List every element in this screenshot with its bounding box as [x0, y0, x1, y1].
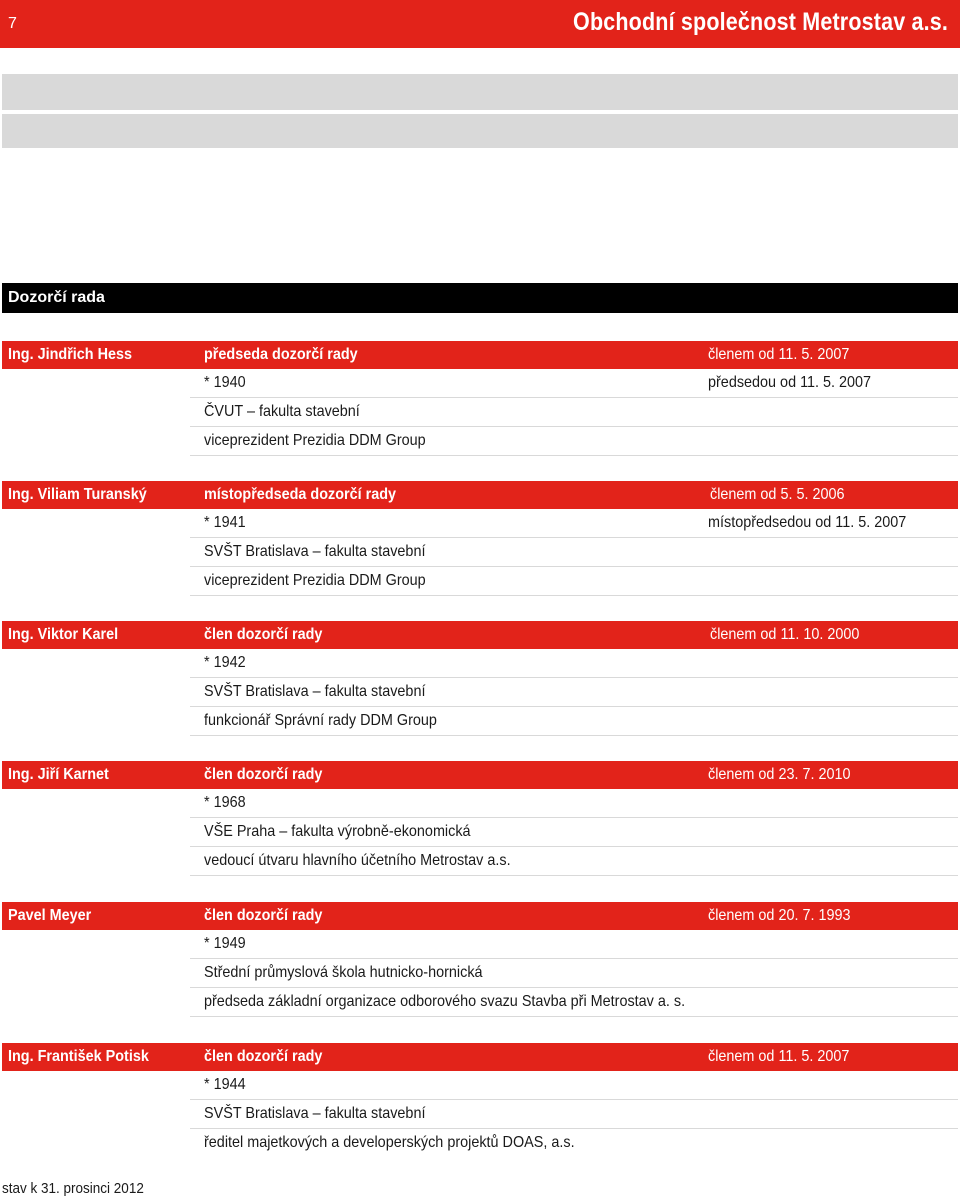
member-block [2, 621, 958, 736]
member-name: Ing. Jiří Karnet [8, 766, 109, 783]
member-born: * 1940 [204, 374, 246, 391]
member-education-row [190, 678, 958, 707]
member-position: předseda základní organizace odborového svazu Stavba při Metrostav a. s. [204, 993, 686, 1010]
member-born-row [190, 509, 958, 538]
member-position-row [190, 1129, 958, 1157]
member-education: ČVUT – fakulta stavební [204, 403, 360, 420]
member-block [2, 902, 958, 1017]
member-born: * 1942 [204, 654, 246, 671]
member-education: SVŠT Bratislava – fakulta stavební [204, 543, 426, 560]
member-since: členem od 11. 5. 2007 [708, 1048, 850, 1065]
member-born-row [190, 789, 958, 818]
member-position: vedoucí útvaru hlavního účetního Metrostav a.s. [204, 852, 511, 869]
member-born: * 1949 [204, 935, 246, 952]
member-header [2, 481, 958, 509]
member-position-row [190, 707, 958, 736]
company-title: Obchodní společnost Metrostav a.s. [572, 8, 948, 36]
member-header [2, 341, 958, 369]
gray-band-top [2, 74, 958, 110]
member-role: člen dozorčí rady [204, 907, 323, 924]
member-name: Ing. Viktor Karel [8, 626, 119, 643]
member-born-row [190, 930, 958, 959]
member-role: člen dozorčí rady [204, 766, 323, 783]
member-header [2, 1043, 958, 1071]
member-name: Pavel Meyer [8, 907, 92, 924]
member-education-row [190, 398, 958, 427]
member-position-row [190, 988, 958, 1017]
member-position-row [190, 847, 958, 876]
member-since: členem od 23. 7. 2010 [708, 766, 851, 783]
page-header [0, 0, 960, 48]
member-position: funkcionář Správní rady DDM Group [204, 712, 437, 729]
member-header [2, 761, 958, 789]
member-position: viceprezident Prezidia DDM Group [204, 432, 426, 449]
member-since: členem od 5. 5. 2006 [710, 486, 845, 503]
member-education-row [190, 538, 958, 567]
member-role: předseda dozorčí rady [204, 346, 358, 363]
member-born-row [190, 649, 958, 678]
member-position-row [190, 567, 958, 596]
member-education: SVŠT Bratislava – fakulta stavební [204, 683, 426, 700]
member-education: SVŠT Bratislava – fakulta stavební [204, 1105, 426, 1122]
member-block [2, 761, 958, 876]
member-education-row [190, 959, 958, 988]
member-born: * 1941 [204, 514, 246, 531]
section-title: Dozorčí rada [2, 283, 958, 313]
member-role: člen dozorčí rady [204, 626, 323, 643]
member-header [2, 902, 958, 930]
member-since: členem od 11. 5. 2007 [708, 346, 850, 363]
member-extra: místopředsedou od 11. 5. 2007 [708, 514, 907, 531]
member-name: Ing. Jindřich Hess [8, 346, 133, 363]
member-name: Ing. František Potisk [8, 1048, 149, 1065]
member-role: člen dozorčí rady [204, 1048, 323, 1065]
member-name: Ing. Viliam Turanský [8, 486, 147, 503]
member-block [2, 341, 958, 456]
member-position-row [190, 427, 958, 456]
member-since: členem od 20. 7. 1993 [708, 907, 851, 924]
member-since: členem od 11. 10. 2000 [710, 626, 860, 643]
member-role: místopředseda dozorčí rady [204, 486, 397, 503]
member-header [2, 621, 958, 649]
member-born-row [190, 1071, 958, 1100]
member-block [2, 1043, 958, 1157]
member-extra: předsedou od 11. 5. 2007 [708, 374, 872, 391]
member-born: * 1944 [204, 1076, 246, 1093]
member-education: VŠE Praha – fakulta výrobně-ekonomická [204, 823, 471, 840]
member-born: * 1968 [204, 794, 246, 811]
member-education-row [190, 818, 958, 847]
member-born-row [190, 369, 958, 398]
member-education-row [190, 1100, 958, 1129]
footer-note: stav k 31. prosinci 2012 [2, 1180, 144, 1197]
member-position: viceprezident Prezidia DDM Group [204, 572, 426, 589]
member-block [2, 481, 958, 596]
member-education: Střední průmyslová škola hutnicko-hornická [204, 964, 483, 981]
gray-band-bottom [2, 114, 958, 148]
page-number: 7 [8, 15, 17, 32]
member-position: ředitel majetkových a developerských projektů DOAS, a.s. [204, 1134, 575, 1151]
